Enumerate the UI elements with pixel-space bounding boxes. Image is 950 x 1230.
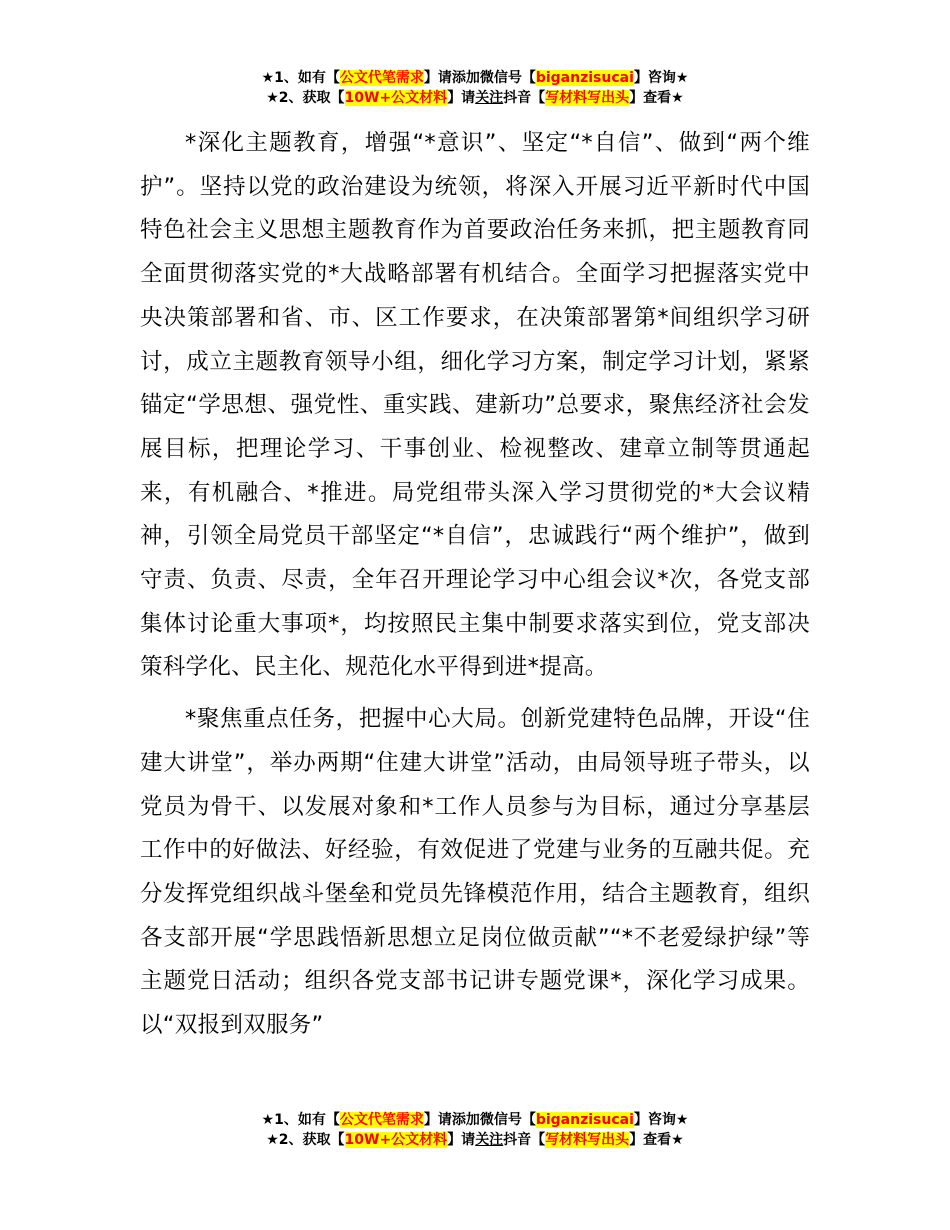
banner-text: ★2、获取【 [266, 90, 345, 106]
document-body [140, 122, 810, 1048]
banner-line-2 [0, 1130, 950, 1150]
banner-text: ★1、如有【 [261, 70, 340, 86]
banner-text: 】请添加微信号【 [423, 70, 536, 86]
banner-text: 】查看★ [629, 90, 684, 106]
banner-text: 】请 [447, 1132, 476, 1148]
banner-highlight-materials: 10W+公文材料 [344, 90, 448, 106]
banner-line-1 [0, 1110, 950, 1130]
header-banner [0, 68, 950, 108]
banner-text: ★2、获取【 [266, 1132, 345, 1148]
banner-line-2 [0, 88, 950, 108]
banner-text: 】请 [447, 90, 476, 106]
banner-text: 】请添加微信号【 [423, 1112, 536, 1128]
paragraph-key-tasks: *聚焦重点任务，把握中心大局。创新党建特色品牌，开设“住建大讲堂”，举办两期“住建大讲堂”活动，由局领导班子带头，以党员为骨干、以发展对象和*工作人员参与为目标，通过分享基层工作中的好做法、好经验，有效促进了党建与业务的互融共促。充分发挥党组织战斗堡垒和党员先锋模范作用，结合主题教育，组织各支部开展“学思践悟新思想立足岗位做贡献”“*不老爱绿护绿”等主题党日活动；组织各党支部书记讲专题党课*，深化学习成果。以“双报到双服务” [140, 706, 810, 1039]
banner-line-1 [0, 68, 950, 88]
footer-banner [0, 1110, 950, 1150]
banner-text: 抖音【 [503, 90, 546, 106]
banner-highlight-wechat-id: biganzisucai [535, 1112, 634, 1128]
banner-highlight-douyin: 写材料写出头 [545, 1132, 630, 1148]
banner-highlight-service: 公文代笔需求 [339, 70, 424, 86]
banner-text: 】查看★ [629, 1132, 684, 1148]
banner-underlined-follow: 关注 [475, 90, 504, 106]
banner-text: 】咨询★ [633, 1112, 689, 1128]
banner-highlight-service: 公文代笔需求 [339, 1112, 424, 1128]
banner-text: ★1、如有【 [261, 1112, 340, 1128]
banner-highlight-wechat-id: biganzisucai [535, 70, 634, 86]
banner-underlined-follow: 关注 [475, 1132, 504, 1148]
banner-text: 】咨询★ [633, 70, 689, 86]
banner-highlight-materials: 10W+公文材料 [344, 1132, 448, 1148]
paragraph-theme-education: *深化主题教育，增强“*意识”、坚定“*自信”、做到“两个维护”。坚持以党的政治建设为统领，将深入开展习近平新时代中国特色社会主义思想主题教育作为首要政治任务来抓，把主题教育同全面贯彻落实党的*大战略部署有机结合。全面学习把握落实党中央决策部署和省、市、区工作要求，在决策部署第*间组织学习研讨，成立主题教育领导小组，细化学习方案，制定学习计划，紧紧锚定“学思想、强党性、重实践、建新功”总要求，聚焦经济社会发展目标，把理论学习、干事创业、检视整改、建章立制等贯通起来，有机融合、*推进。局党组带头深入学习贯彻党的*大会议精神，引领全局党员干部坚定“*自信”，忠诚践行“两个维护”，做到守责、负责、尽责，全年召开理论学习中心组会议*次，各党支部集体讨论重大事项*，均按照民主集中制要求落实到位，党支部决策科学化、民主化、规范化水平得到进*提高。 [140, 130, 810, 681]
banner-highlight-douyin: 写材料写出头 [545, 90, 630, 106]
banner-text: 抖音【 [503, 1132, 546, 1148]
